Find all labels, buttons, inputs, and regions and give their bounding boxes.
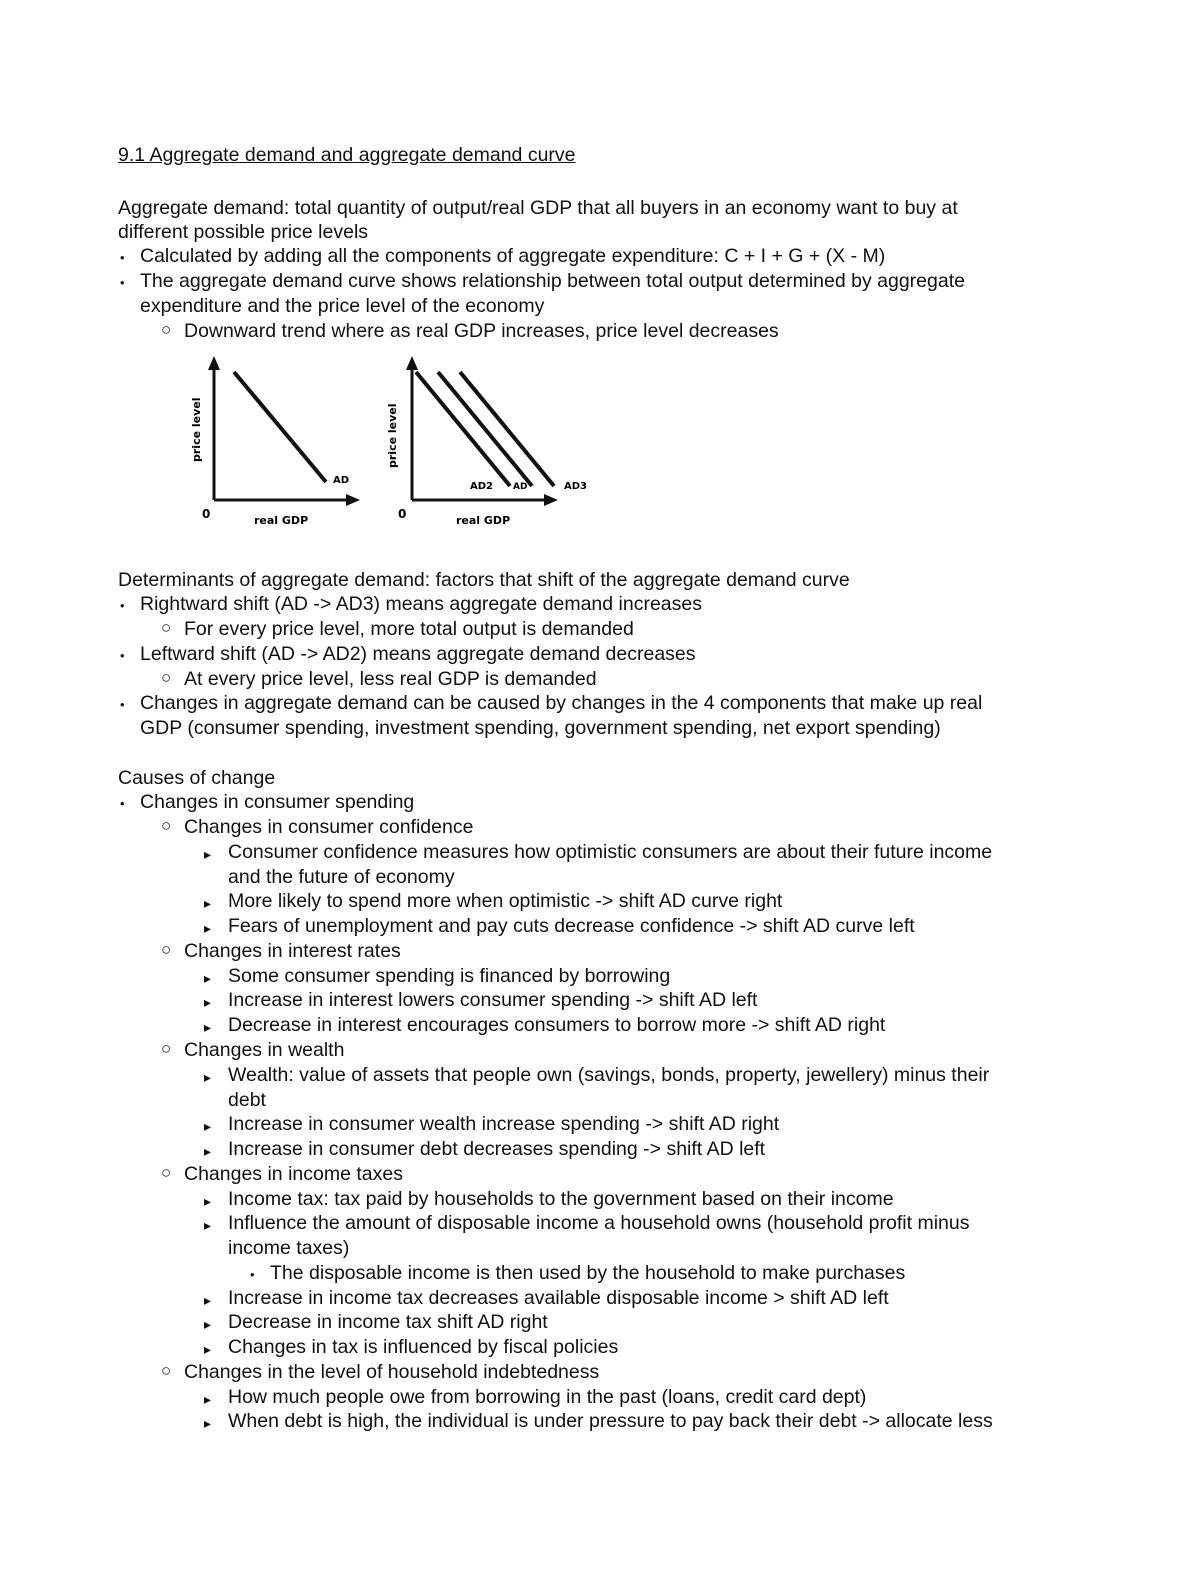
bullet-dot: • [120,697,125,712]
sub-bullet-circle: ○ [161,1039,172,1058]
bullet-text: GDP (consumer spending, investment spending, government spending, net export spending) [140,717,941,739]
arrow-bullet: ▸ [204,970,212,986]
item-text: Fears of unemployment and pay cuts decrease confidence -> shift AD curve left [228,915,915,937]
definition-line: different possible price levels [118,221,369,243]
item-text: Changes in tax is influenced by fiscal policies [228,1336,619,1358]
bullet-dot: • [250,1267,255,1282]
item-text: The disposable income is then used by the household to make purchases [270,1262,906,1284]
arrow-bullet: ▸ [204,1292,212,1308]
ad-curve-label: AD [333,475,350,486]
arrow-bullet: ▸ [204,994,212,1010]
x-axis-arrow [346,494,360,506]
arrow-bullet: ▸ [204,1193,212,1209]
item-text: Decrease in income tax shift AD right [228,1311,548,1333]
arrow-bullet: ▸ [204,846,212,862]
item-text: Wealth: value of assets that people own (savings, bonds, property, jewellery) minus their [228,1064,990,1086]
arrow-bullet: ▸ [204,1143,212,1159]
y-axis-label: price level [386,403,399,468]
item-text: Increase in interest lowers consumer spending -> shift AD left [228,989,758,1011]
bullet-text: The aggregate demand curve shows relationship between total output determined by aggregate [140,270,965,292]
sub-bullet-circle: ○ [161,1163,172,1182]
arrow-bullet: ▸ [204,1069,212,1085]
sub-bullet-circle: ○ [161,816,172,835]
sub-bullet-text: Changes in the level of household indebtedness [184,1361,600,1383]
sub-bullet-text: Changes in interest rates [184,940,401,962]
bullet-text: Changes in aggregate demand can be caused by changes in the 4 components that make up real [140,692,983,714]
item-text: When debt is high, the individual is under pressure to pay back their debt -> allocate less [228,1410,993,1432]
item-text: Increase in consumer wealth increase spending -> shift AD right [228,1113,780,1135]
arrow-bullet: ▸ [204,1391,212,1407]
paragraph-title: Determinants of aggregate demand: factors that shift of the aggregate demand curve [118,569,850,591]
ad2-curve [416,372,510,486]
definition-line: Aggregate demand: total quantity of output/real GDP that all buyers in an economy want to buy at [118,197,958,219]
sub-bullet-text: Changes in income taxes [184,1163,403,1185]
arrow-bullet: ▸ [204,1019,212,1035]
bullet-text: Rightward shift (AD -> AD3) means aggregate demand increases [140,593,702,615]
item-text: How much people owe from borrowing in the past (loans, credit card dept) [228,1386,867,1408]
arrow-bullet: ▸ [204,895,212,911]
y-axis-arrow [208,356,220,370]
paragraph-title: Causes of change [118,767,276,789]
sub-bullet-circle: ○ [161,1361,172,1380]
right-graph [386,356,587,527]
origin-label: 0 [398,507,407,521]
arrow-bullet: ▸ [204,1415,212,1431]
sub-bullet-text: For every price level, more total output is demanded [184,618,634,640]
ad3-label: AD3 [564,481,587,492]
item-text: income taxes) [228,1237,350,1259]
y-axis-arrow [406,356,418,370]
item-text: More likely to spend more when optimistic -> shift AD curve right [228,890,783,912]
arrow-bullet: ▸ [204,1118,212,1134]
bullet-dot: • [120,250,125,265]
item-text: Income tax: tax paid by households to the government based on their income [228,1188,894,1210]
sub-bullet-text: At every price level, less real GDP is demanded [184,668,597,690]
x-axis-label: real GDP [456,514,511,527]
ad-curve [438,372,532,486]
item-text: Increase in income tax decreases available disposable income > shift AD left [228,1287,889,1309]
bullet-dot: • [120,796,125,811]
sub-bullet-circle: ○ [161,618,172,637]
section-heading: 9.1 Aggregate demand and aggregate demand curve [118,144,576,166]
bullet-dot: • [120,648,125,663]
bullet-text: Changes in consumer spending [140,791,415,813]
item-text: Influence the amount of disposable income a household owns (household profit minus [228,1212,970,1234]
x-axis-arrow [544,494,558,506]
item-text: and the future of economy [228,866,455,888]
item-text: debt [228,1089,266,1111]
item-text: Some consumer spending is financed by borrowing [228,965,671,987]
sub-bullet-circle: ○ [161,668,172,687]
sub-bullet-text: Downward trend where as real GDP increases, price level decreases [184,320,779,342]
bullet-text: expenditure and the price level of the economy [140,295,545,317]
sub-bullet-circle: ○ [161,940,172,959]
arrow-bullet: ▸ [204,920,212,936]
left-graph [190,356,360,527]
ad-curve [234,372,326,482]
x-axis-label: real GDP [254,514,309,527]
item-text: Increase in consumer debt decreases spending -> shift AD left [228,1138,766,1160]
origin-label: 0 [202,507,211,521]
arrow-bullet: ▸ [204,1341,212,1357]
item-text: Decrease in interest encourages consumers to borrow more -> shift AD right [228,1014,886,1036]
y-axis-label: price level [190,397,203,462]
ad2-label: AD2 [470,481,493,492]
bullet-dot: • [120,598,125,613]
ad-curve-diagram [170,350,610,540]
arrow-bullet: ▸ [204,1316,212,1332]
bullet-text: Leftward shift (AD -> AD2) means aggregate demand decreases [140,643,696,665]
sub-bullet-text: Changes in wealth [184,1039,345,1061]
ad3-curve [460,372,554,486]
arrow-bullet: ▸ [204,1217,212,1233]
item-text: Consumer confidence measures how optimistic consumers are about their future income [228,841,993,863]
ad-label: AD [513,482,528,492]
sub-bullet-circle: ○ [161,320,172,339]
bullet-dot: • [120,275,125,290]
bullet-text: Calculated by adding all the components of aggregate expenditure: C + I + G + (X - M) [140,245,886,267]
sub-bullet-text: Changes in consumer confidence [184,816,474,838]
